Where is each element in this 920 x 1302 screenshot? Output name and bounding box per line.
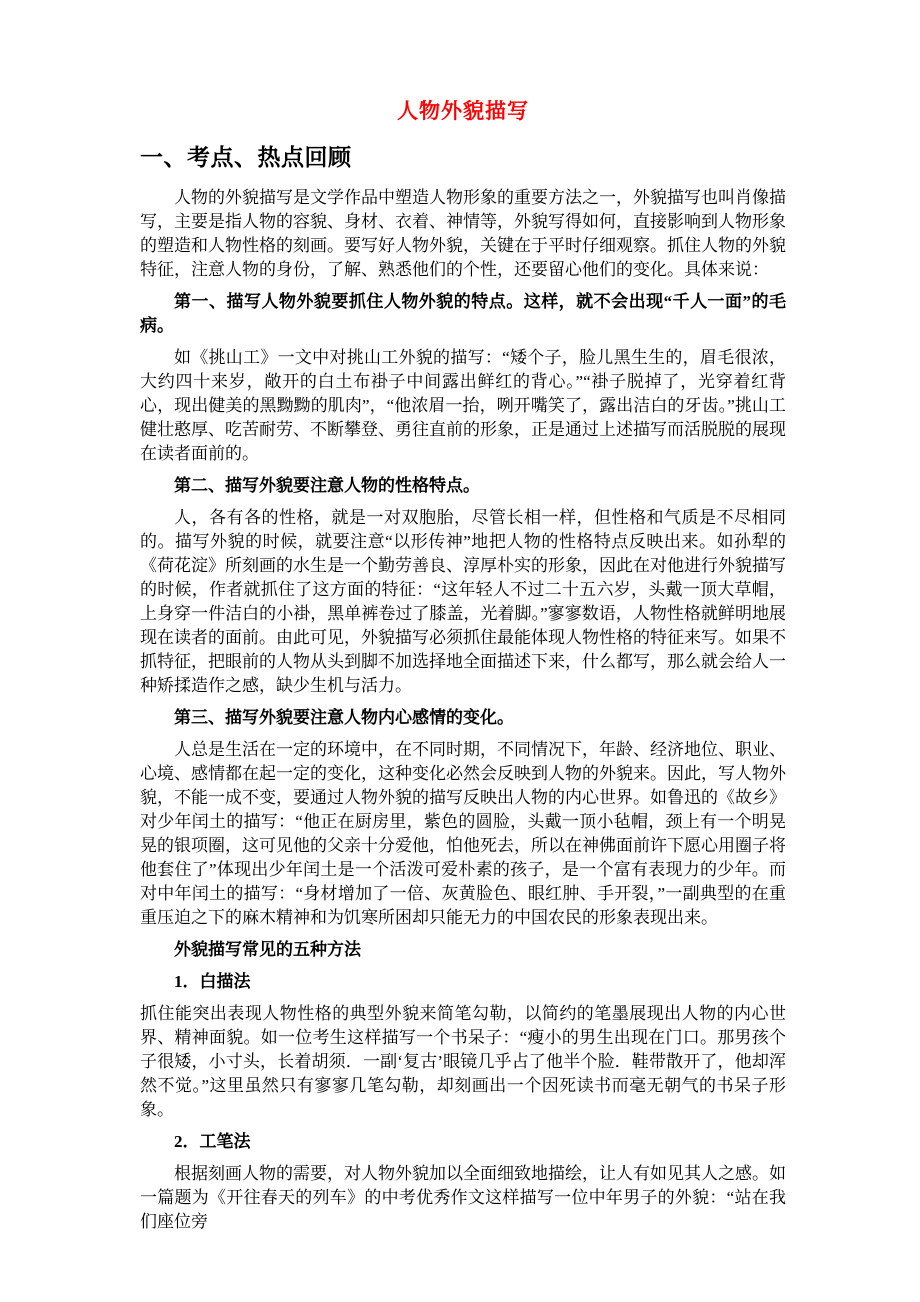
intro-paragraph: 人物的外貌描写是文学作品中塑造人物形象的重要方法之一，外貌描写也叫肖像描写，主要是指人物的容貌、身材、衣着、神情等，外貌写得如何，直接影响到人物形象的塑造和人物性格的刻画。要写好人物外貌，关键在于平时仔细观察。抓住人物的外貌特征，注意人物的身份，了解、熟悉他们的个性，还要留心他们的变化。具体来说： [140, 188, 786, 279]
document-title: 人物外貌描写 [397, 99, 529, 123]
section-one-heading: 一、考点、热点回顾 [140, 145, 352, 170]
point2-paragraph: 人，各有各的性格，就是一对双胞胎，尽管长相一样，但性格和气质是不尽相同的。描写外貌的时候，就要注意“以形传神”地把人物的性格特点反映出来。如孙犁的《荷花淀》所刻画的水生是一个勤劳善良、淳厚朴实的形象，因此在对他进行外貌描写的时候，作者就抓住了这方面的特征：“这年轻人不过二十五六岁，头戴一顶大草帽，上身穿一件洁白的小褂，黑单裤卷过了膝盖，光着脚。”寥寥数语，人物性格就鲜明地展现在读者的面前。由此可见，外貌描写必须抓住最能体现人物性格的特征来写。如果不抓特征，把眼前的人物从头到脚不加选择地全面描述下来，什么都写，那么就会给人一种矫揉造作之感，缺少生机与活力。 [140, 508, 786, 695]
point1-heading: 第一、描写人物外貌要抓住人物外貌的特点。这样，就不会出现“千人一面”的毛病。 [140, 292, 786, 335]
methods-heading: 外貌描写常见的五种方法 [174, 940, 361, 959]
method1-paragraph: 抓住能突出表现人物性格的典型外貌来简笔勾勒，以简约的笔墨展现出人物的内心世界、精神面貌。如一位考生这样描写一个书呆子：“瘦小的男生出现在门口。那男孩个子很矮，小寸头，长着胡须．一副‘复古’眼镜几乎占了他半个脸．鞋带散开了，他却浑然不觉。”这里虽然只有寥寥几笔勾勒，却刻画出一个因死读书而毫无朝气的书呆子形象。 [140, 1004, 786, 1119]
point1-paragraph: 如《挑山工》一文中对挑山工外貌的描写：“矮个子，脸儿黑生生的，眉毛很浓，大约四十来岁，敞开的白土布褂子中间露出鲜红的背心。”“褂子脱掉了，光穿着红背心，现出健美的黑黝黝的肌肉”，“他浓眉一抬，咧开嘴笑了，露出洁白的牙齿。”挑山工健壮憨厚、吃苦耐劳、不断攀登、勇往直前的形象，正是通过上述描写而活脱脱的展现在读者面前的。 [140, 348, 786, 463]
point3-paragraph: 人总是生活在一定的环境中，在不同时期，不同情况下，年龄、经济地位、职业、心境、感情都在起一定的变化，这种变化必然会反映到人物的外貌来。因此，写人物外貌，不能一成不变，要通过人物外貌的描写反映出人物的内心世界。如鲁迅的《故乡》对少年闰土的描写：“他正在厨房里，紫色的圆脸，头戴一顶小毡帽，颈上有一个明晃晃的银项圈，这可见他的父亲十分爱他，怕他死去，所以在神佛面前许下愿心用圈子将他套住了”体现出少年闰土是一个活泼可爱朴素的孩子，是一个富有表现力的少年。而对中年闰土的描写：“身材增加了一倍、灰黄脸色、眼红肿、手开裂，”一副典型的在重重压迫之下的麻木精神和为饥寒所困却只能无力的中国农民的形象表现出来。 [140, 740, 786, 927]
point2-heading: 第二、描写外貌要注意人物的性格特点。 [174, 476, 480, 495]
method2-paragraph: 根据刻画人物的需要，对人物外貌加以全面细致地描绘，让人有如见其人之感。如一篇题为《开往春天的列车》的中考优秀作文这样描写一位中年男子的外貌：“站在我们座位旁 [140, 1164, 786, 1231]
method1-heading: 1．白描法 [174, 972, 251, 991]
method2-heading: 2．工笔法 [174, 1132, 251, 1151]
point3-heading: 第三、描写外貌要注意人物内心感情的变化。 [174, 708, 514, 727]
